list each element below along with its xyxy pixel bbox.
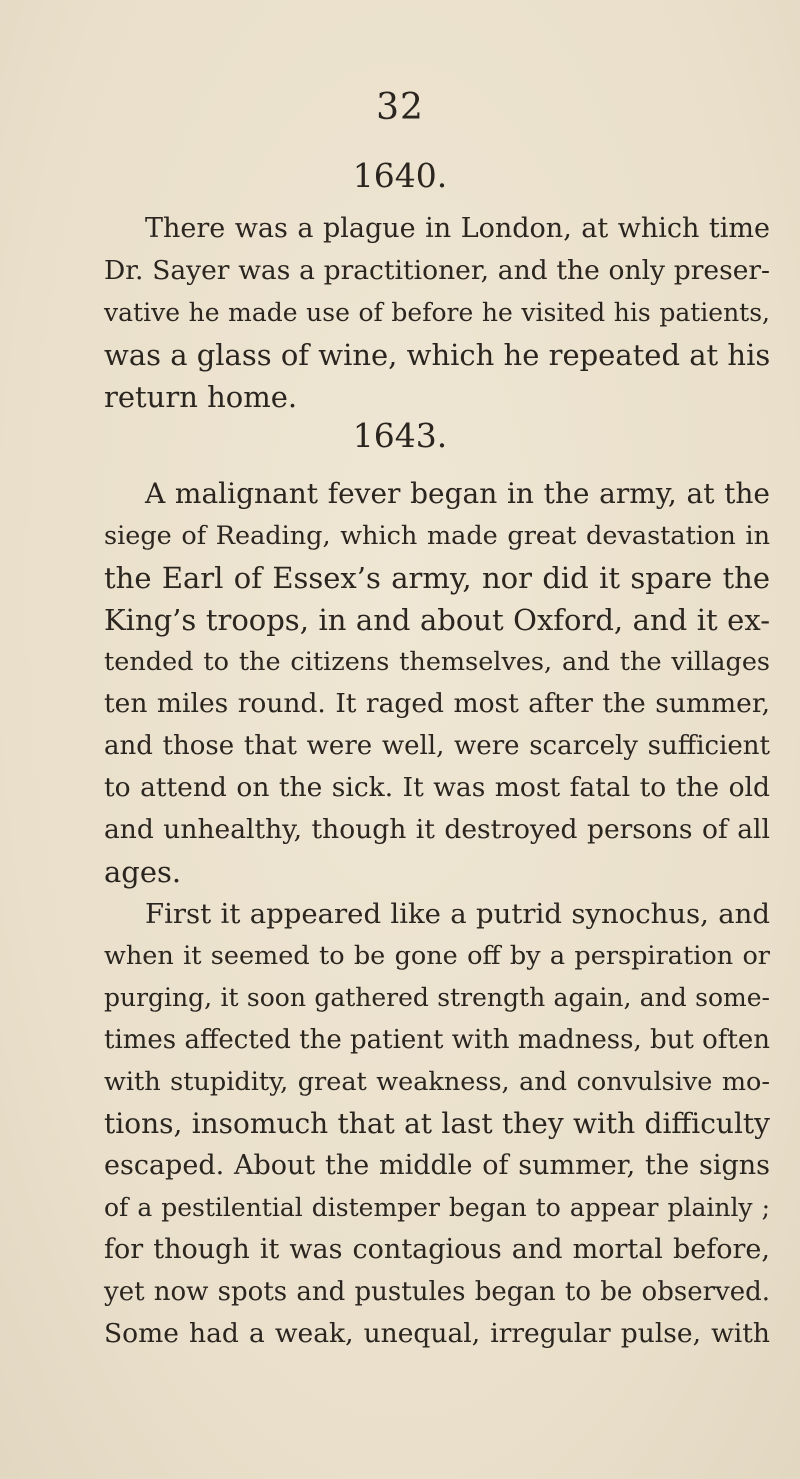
text-line: when it seemed to be gone off by a perspiration or bbox=[104, 941, 770, 971]
text-line: to attend on the sick. It was most fatal to the old bbox=[104, 772, 770, 803]
text-line: return home. bbox=[104, 380, 298, 414]
text-line: vative he made use of before he visited his patients, bbox=[104, 298, 770, 327]
text-line: ten miles round. It raged most after the summer, bbox=[104, 688, 770, 719]
text-line: escaped. About the middle of summer, the signs bbox=[104, 1150, 770, 1181]
text-line: and those that were well, were scarcely sufficient bbox=[104, 731, 770, 761]
text-line: ages. bbox=[104, 855, 182, 889]
section-heading-year: 1640. bbox=[352, 156, 448, 195]
text-line: and unhealthy, though it destroyed persons of all bbox=[104, 814, 770, 845]
text-line: A malignant fever began in the army, at the bbox=[145, 477, 770, 510]
text-line: King’s troops, in and about Oxford, and it ex- bbox=[104, 603, 770, 637]
text-line: Dr. Sayer was a practitioner, and the only preser- bbox=[104, 255, 770, 286]
text-line: purging, it soon gathered strength again, and some- bbox=[104, 983, 770, 1012]
text-line: There was a plague in London, at which time bbox=[145, 213, 770, 244]
text-line: was a glass of wine, which he repeated at his bbox=[104, 338, 771, 372]
text-line: of a pestilential distemper began to appear plainly ; bbox=[104, 1193, 770, 1222]
text-line: First it appeared like a putrid synochus, and bbox=[145, 898, 770, 930]
text-line: tended to the citizens themselves, and the villages bbox=[104, 647, 770, 677]
page-number: 32 bbox=[376, 87, 424, 128]
text-line: for though it was contagious and mortal before, bbox=[104, 1234, 770, 1265]
section-heading-year: 1643. bbox=[352, 416, 448, 455]
text-line: with stupidity, great weakness, and convulsive mo- bbox=[104, 1067, 770, 1097]
text-line: Some had a weak, unequal, irregular pulse, with bbox=[104, 1318, 770, 1349]
text-line: the Earl of Essex’s army, nor did it spare the bbox=[104, 561, 770, 595]
text-line: tions, insomuch that at last they with difficulty bbox=[104, 1107, 770, 1140]
text-line: times affected the patient with madness, but often bbox=[104, 1025, 770, 1055]
text-line: yet now spots and pustules began to be observed. bbox=[104, 1277, 770, 1307]
text-line: siege of Reading, which made great devastation in bbox=[104, 521, 770, 551]
